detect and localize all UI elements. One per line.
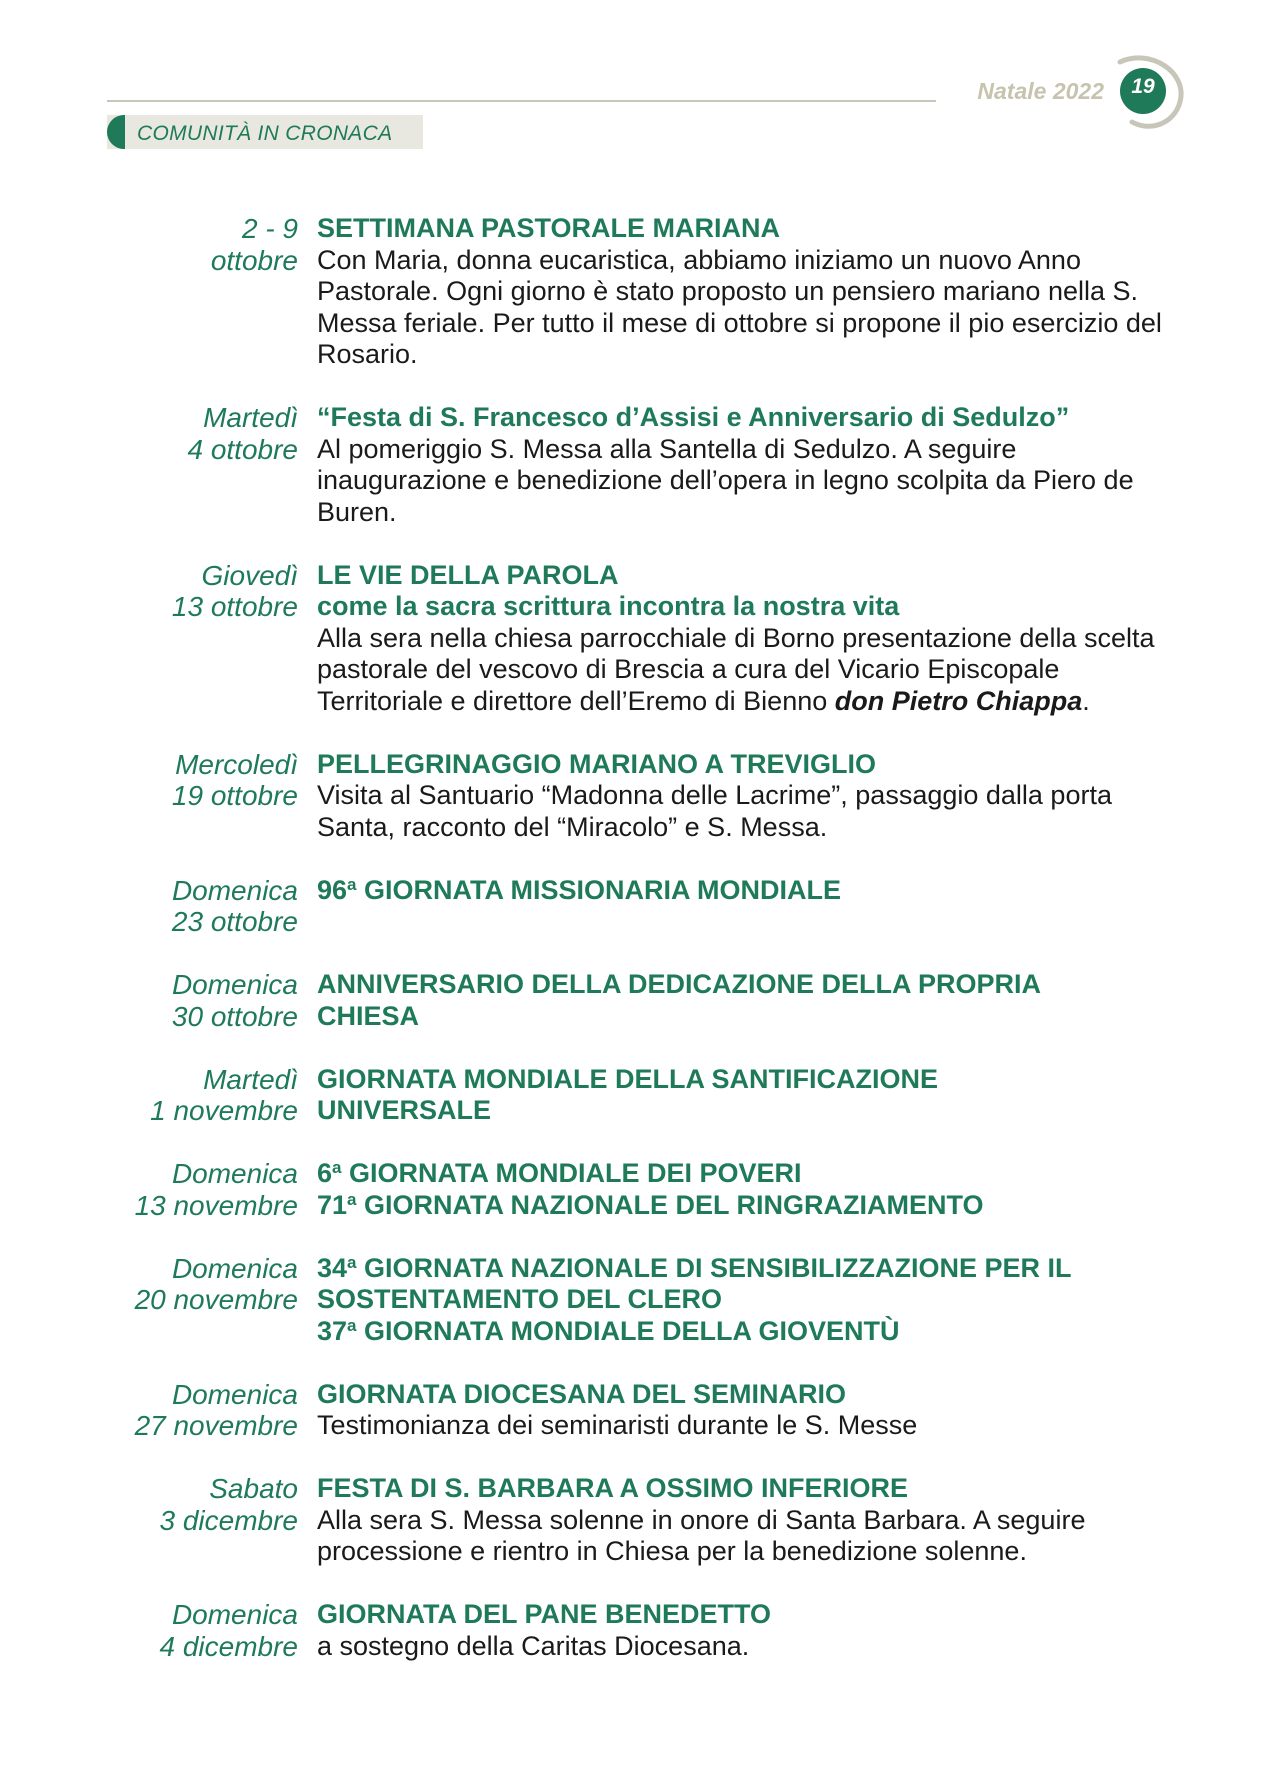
event-item bbox=[100, 875, 1200, 938]
event-date-line: Domenica bbox=[171, 874, 298, 906]
event-title: GIORNATA DEL PANE BENEDETTO bbox=[317, 1599, 772, 1629]
ordinal-number: 34 bbox=[317, 1252, 348, 1283]
event-date-line: 4 dicembre bbox=[159, 1630, 298, 1662]
event-title: GIORNATA MONDIALE DELLA SANTIFICAZIONE UNIVERSALE bbox=[317, 1063, 938, 1125]
event-description: a sostegno della Caritas Diocesana. bbox=[317, 1630, 750, 1661]
event-item bbox=[100, 402, 1200, 528]
event-title: SETTIMANA PASTORALE MARIANA bbox=[317, 213, 780, 243]
ordinal-number: 37 bbox=[317, 1315, 348, 1346]
event-title: “Festa di S. Francesco d’Assisi e Anniversario di Sedulzo” bbox=[317, 402, 1070, 432]
event-date bbox=[100, 749, 317, 844]
event-date-line: Giovedì bbox=[201, 559, 298, 591]
event-date bbox=[100, 1473, 317, 1568]
event-date-line: 4 ottobre bbox=[187, 433, 298, 465]
event-date-line: 19 ottobre bbox=[171, 780, 298, 811]
event-description: Con Maria, donna eucaristica, abbiamo iniziamo un nuovo Anno Pastorale. Ogni giorno è stato proposto un pensiero mariano nella S. Messa feriale. Per tutto il mese di ottobre si propone il pio esercizio del Rosario. bbox=[317, 244, 1162, 369]
event-title bbox=[317, 1316, 1181, 1348]
ordinal-suffix: a bbox=[332, 1158, 342, 1177]
event-date bbox=[100, 969, 317, 1032]
event-title-text: GIORNATA MISSIONARIA MONDIALE bbox=[356, 874, 841, 905]
event-title-text: GIORNATA MONDIALE DELLA GIOVENTÙ bbox=[356, 1315, 900, 1346]
section-label: COMUNITÀ IN CRONACA bbox=[137, 122, 393, 145]
section-tab-marker bbox=[107, 115, 125, 149]
event-title bbox=[317, 875, 1181, 907]
event-title bbox=[317, 1253, 1181, 1316]
event-date-line: Domenica bbox=[171, 1599, 298, 1630]
page-number: 19 bbox=[1131, 75, 1155, 98]
ordinal-suffix: a bbox=[347, 1189, 357, 1209]
ordinal-suffix: a bbox=[347, 1252, 357, 1272]
event-description-end: . bbox=[1082, 685, 1090, 716]
event-item bbox=[100, 749, 1200, 844]
event-date-line: Domenica bbox=[171, 1252, 298, 1284]
event-date bbox=[100, 560, 317, 718]
section-tab bbox=[107, 115, 423, 149]
ordinal-number: 96 bbox=[317, 874, 348, 905]
event-item bbox=[100, 560, 1200, 718]
ordinal-number: 71 bbox=[317, 1189, 348, 1220]
event-item bbox=[100, 1064, 1200, 1127]
event-description bbox=[317, 623, 1181, 718]
event-item bbox=[100, 213, 1200, 371]
event-date bbox=[100, 1253, 317, 1348]
event-date-line: 2 - 9 bbox=[241, 213, 298, 244]
event-description: Al pomeriggio S. Messa alla Santella di Sedulzo. A seguire inaugurazione e benedizione dell’opera in legno scolpita da Piero de Buren. bbox=[317, 433, 1134, 527]
event-date-line: Domenica bbox=[171, 1378, 298, 1410]
event-date-line: ottobre bbox=[210, 244, 298, 276]
event-date-line: 3 dicembre bbox=[159, 1504, 298, 1536]
event-date bbox=[100, 1599, 317, 1662]
event-description: Testimonianza dei seminaristi durante le S. Messe bbox=[317, 1410, 918, 1440]
event-date bbox=[100, 402, 317, 528]
event-title bbox=[317, 1158, 1181, 1190]
event-subtitle: come la sacra scrittura incontra la nostra vita bbox=[317, 591, 900, 621]
event-title-text: GIORNATA NAZIONALE DEL RINGRAZIAMENTO bbox=[356, 1189, 984, 1220]
event-date-line: 27 novembre bbox=[134, 1410, 298, 1441]
event-description: Alla sera S. Messa solenne in onore di Santa Barbara. A seguire processione e rientro in Chiesa per la benedizione solenne. bbox=[317, 1504, 1086, 1566]
event-date-line: 1 novembre bbox=[150, 1095, 298, 1126]
ordinal-suffix: a bbox=[347, 1315, 357, 1335]
event-guest-name: don Pietro Chiappa bbox=[834, 685, 1083, 716]
event-title-text: GIORNATA NAZIONALE DI SENSIBILIZZAZIONE PER IL SOSTENTAMENTO DEL CLERO bbox=[317, 1252, 1072, 1314]
ordinal-number: 6 bbox=[317, 1158, 333, 1188]
event-date bbox=[100, 1064, 317, 1127]
event-date-line: 20 novembre bbox=[134, 1284, 298, 1315]
event-date-line: Sabato bbox=[209, 1473, 298, 1504]
events-list bbox=[100, 213, 1200, 1694]
event-date-line: 13 novembre bbox=[134, 1189, 298, 1221]
event-date-line: 30 ottobre bbox=[171, 1000, 298, 1032]
event-item bbox=[100, 969, 1200, 1032]
event-date bbox=[100, 213, 317, 371]
event-date bbox=[100, 1379, 317, 1442]
event-item bbox=[100, 1158, 1200, 1221]
event-item bbox=[100, 1599, 1200, 1662]
event-date-line: Domenica bbox=[171, 969, 298, 1000]
event-item bbox=[100, 1473, 1200, 1568]
event-title bbox=[317, 1190, 1181, 1222]
event-item bbox=[100, 1379, 1200, 1442]
event-title: GIORNATA DIOCESANA DEL SEMINARIO bbox=[317, 1378, 847, 1409]
event-date-line: 13 ottobre bbox=[171, 591, 298, 622]
event-title: LE VIE DELLA PAROLA bbox=[317, 559, 619, 590]
event-title-text: GIORNATA MONDIALE DEI POVERI bbox=[341, 1158, 802, 1188]
event-title: ANNIVERSARIO DELLA DEDICAZIONE DELLA PROPRIA CHIESA bbox=[317, 969, 1041, 1031]
event-title: FESTA DI S. BARBARA A OSSIMO INFERIORE bbox=[317, 1473, 909, 1503]
magazine-title: Natale 2022 bbox=[977, 78, 1104, 104]
event-item bbox=[100, 1253, 1200, 1348]
event-title: PELLEGRINAGGIO MARIANO A TREVIGLIO bbox=[317, 748, 877, 779]
event-date-line: 23 ottobre bbox=[171, 906, 298, 937]
event-date-line: Martedì bbox=[203, 1063, 298, 1095]
event-date-line: Domenica bbox=[171, 1158, 298, 1189]
ordinal-suffix: a bbox=[347, 874, 357, 894]
event-date-line: Martedì bbox=[203, 402, 298, 433]
event-description: Visita al Santuario “Madonna delle Lacrime”, passaggio dalla porta Santa, racconto del “Miracolo” e S. Messa. bbox=[317, 780, 1112, 842]
header-rule bbox=[107, 100, 936, 102]
event-description-text: Alla sera nella chiesa parrocchiale di Borno presentazione della scelta pastorale del vescovo di Brescia a cura del Vicario Episcopale Territoriale e direttore dell’Eremo di Bienno bbox=[317, 622, 1155, 716]
event-date bbox=[100, 1158, 317, 1221]
event-date-line: Mercoledì bbox=[175, 748, 298, 780]
event-date bbox=[100, 875, 317, 938]
